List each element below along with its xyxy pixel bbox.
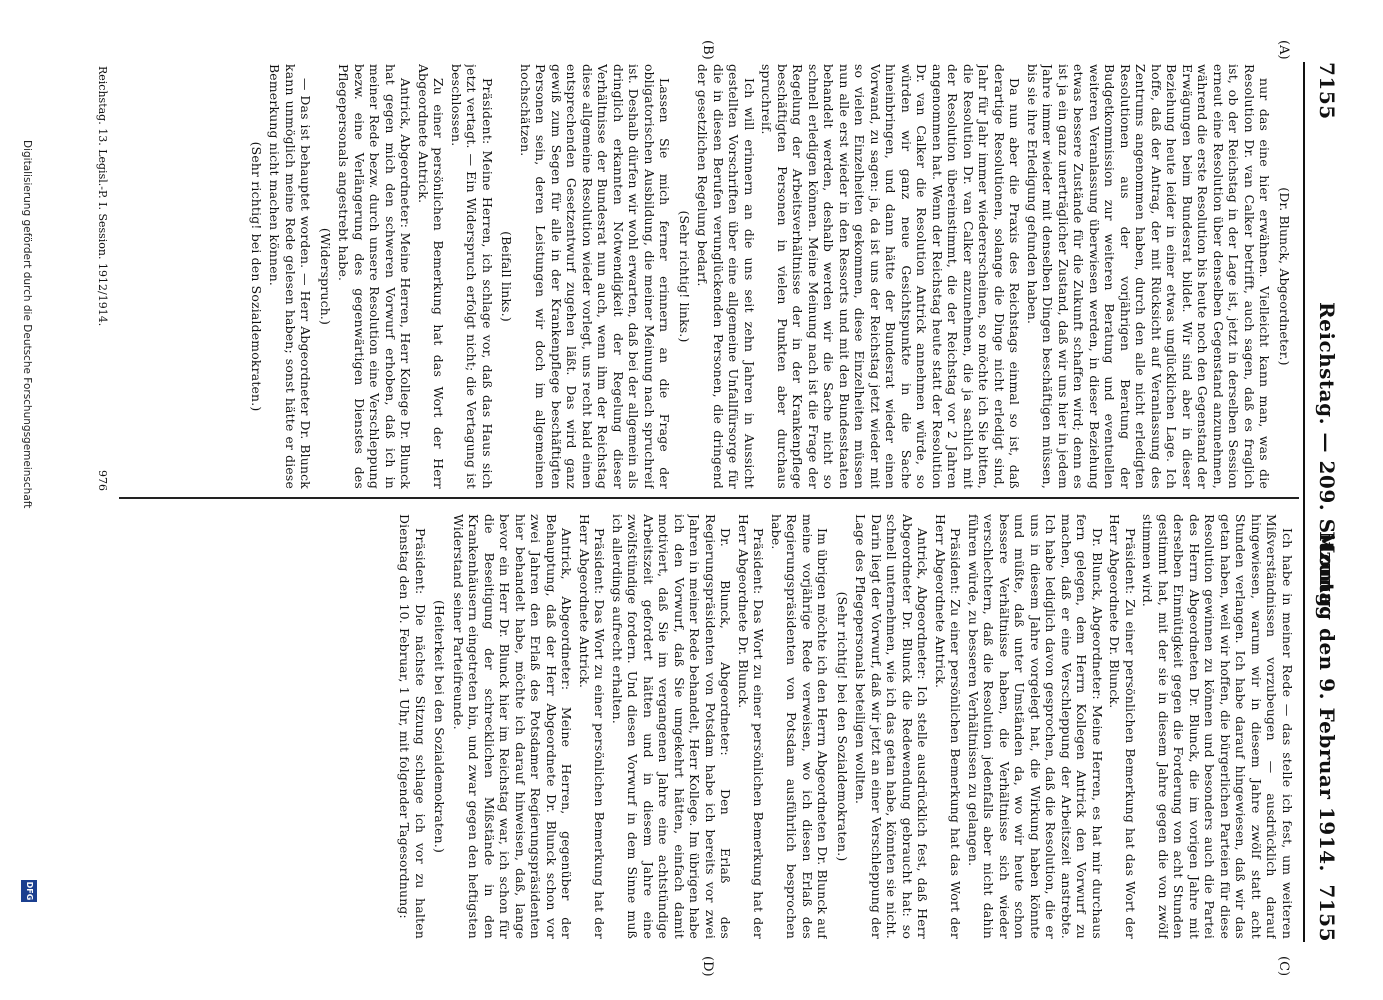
paragraph: Präsident: Das Wort zu einer persönlichen Bemerkung hat der Herr Abgeordnete Antrick. [577,514,608,939]
paragraph: (Sehr richtig! bei den Sozialdemokraten.) [835,591,850,862]
margin-marker-d: (D) [700,956,715,977]
header-title: Reichstag. — 209. Sitzung. [1315,302,1339,616]
paragraph: Zu einer persönlichen Bemerkung hat das Wort der Herr Abgeordnete Antrick. [416,64,447,489]
footer-session-info: Reichstag. 13. Legisl.-P. I. Session. 1912/1914. [96,66,109,327]
header-rule [1303,62,1305,942]
paragraph: (Sehr richtig! bei den Sozialdemokraten.) [249,141,264,412]
paragraph: — Das ist behauptet worden. — Herr Abgeordneter Dr. Blunck kann unmöglich meine Rede gelesen haben; sonst hätte er diese Bemerkung nicht machen können. [267,64,314,489]
footer-page-number: 976 [96,470,109,491]
paragraph: Ich will erinnern an die uns seit zehn Jahren in Aussicht gestellten Vorschriften über eine allgemeine Unfallfürsorge für die in diesen Berufen verunglückenden Personen, die dringend der gesetzlichen Regelung bedarf. [695,64,757,489]
paragraph: (Dr. Blunck, Abgeordneter.) [1277,187,1292,366]
paragraph: Ich habe in meiner Rede — das stelle ich fest, um weiteren Mißverständnissen vorzubeugen — ausdrücklich darauf hingewiesen, warum wir in diesem Jahre zwölf statt acht Stunden verlangen. Ich habe darauf hingewiesen, daß wir das getan haben, weil wir hoffen, die bürgerlichen Parteien für diese Resolution gewinnen zu können und besonders auch die Partei des Herrn Abgeordneten Dr. Blunck, die im vorigen Jahre mit derselben Einmütigkeit gegen die Forderung von acht Stunden gestimmt hat, mit der sie in diesem Jahre gegen die von zwölf stimmen wird. [1140,514,1295,939]
page-number-left: 7155 [1315,62,1339,120]
paragraph: Im übrigen möchte ich den Herrn Abgeordneten Dr. Blunck auf meine vorjährige Rede verweisen, wo ich diesen Erlaß des Regierungspräsidenten von Potsdam ausführlich besprochen habe. [769,514,831,939]
header-date: Montag den 9. Februar 1914. [1315,531,1339,872]
page-header [1307,62,1343,942]
margin-marker-a: (A) [1276,40,1291,60]
paragraph: Präsident: Meine Herren, ich schlage vor, daß das Haus sich jetzt vertagt. — Ein Widerspruch erfolgt nicht; die Vertagung ist beschlossen. [449,64,495,489]
paragraph: Dr. Blunck, Abgeordneter: Den Erlaß des Regierungspräsidenten von Potsdam habe ich bereits vor zwei Jahren in meiner Rede behandelt, Herr Kollege. Im übrigen habe ich den Vorwurf, daß Sie umgekehrt hätten, einfach damit motiviert, daß Sie im vergangenen Jahre eine achtstündige Arbeitszeit gefordert hätten und in diesem Jahre eine zwölfstündige fordern. Und diesen Vorwurf in dem Sinne muß ich allerdings aufrecht erhalten. [610,514,734,939]
paragraph: Antrick, Abgeordneter: Ich stelle ausdrücklich fest, daß Herr Abgeordneter Dr. Blunck die Redewendung gebraucht hat: so schnell unternehmen, wie ich das getan habe, könnten sie nicht. Darin liegt der Vorwurf, daß wir jetzt an einer Verschleppung der Lage des Pflegepersonals beteiligen wollten. [853,514,931,939]
paragraph: (Heiterkeit bei den Sozialdemokraten.) [432,600,448,853]
column-divider [119,497,1299,499]
paragraph: Lassen Sie mich ferner erinnern an die Frage der obligatorischen Ausbildung, die meiner Meinung nach spruchreif ist. Deshalb dürfen wir wohl erwarten, daß bei der allgemein als dringlich erkannten Notwendigkeit der Regelung dieser Verhältnisse der Bundesrat nun auch, wenn ihm der Reichstag diese allgemeine Resolution wieder vorlegt, uns recht bald einen entsprechenden Gesetzentwurf zugehen läßt. Das wird ganz gewiß zum Segen für alle in der Krankenpflege beschäftigten Personen sein, deren Leistungen wir doch im allgemeinen hochschätzen. [518,64,673,489]
dfg-logo: DFG [21,880,37,902]
margin-marker-b: (B) [700,40,715,60]
margin-marker-c: (C) [1276,956,1291,977]
right-text-column [135,514,1295,939]
page-number-right: 7155 [1315,884,1339,942]
paragraph: nur das eine hier erwähnen. Vielleicht kann man, was die Resolution Dr. van Calker betrifft, auch sagen, daß es fraglich ist, ob der Reichstag in der Lage ist, jetzt in derselben Session erneut eine Resolution über denselben Gegenstand anzunehmen, während die erste Resolution bis heute noch den Gegenstand der Erwägungen beim Bundesrat bildet. Wir sind aber in dieser Beziehung heute leider in einer etwas unglücklichen Lage. Ich hoffe, daß der Antrag, der mit Rücksicht auf Veranlassung des Zentrums angenommen haben, durch den alle nicht erledigten Resolutionen aus der vorjährigen Beratung der Budgetkommission zur weiteren Beratung und eventuellen weiteren Veranlassung überwiesen werden, in dieser Beziehung etwas bessere Zustände für die Zukunft schaffen wird; denn es ist ja ein ganz unerträglicher Zustand, daß wir uns hier in jedem Jahre immer wieder mit denselben Dingen beschäftigen müssen, bis sie ihre Erledigung gefunden haben. [1025,64,1273,489]
paragraph: Da nun aber die Praxis des Reichstags einmal so ist, daß derartige Resolutionen, solange die Dinge nicht erledigt sind, Jahr für Jahr immer wiedererscheinen, so möchte ich Sie bitten, die Resolution Dr. van Calker anzunehmen, die ja sachlich mit der Resolution übereinstimmt, die der Reichstag vor 2 Jahren angenommen hat. Wenn der Reichstag heute statt der Resolution Dr. van Calker die Resolution Antrick annehmen würde, so würden wir ganz neue Gesichtspunkte in die Sache hineinbringen, und dann hätte der Bundesrat wieder einen Vorwand, zu sagen: ja, da ist uns der Reichstag jetzt wieder mit so vielen Einzelheiten gekommen, diese Einzelheiten müssen nun alle erst wieder in den Ressorts und mit den Bundesstaaten behandelt werden, deshalb werden wir die Sache nicht so schnell erledigen können. Meine Meinung nach ist die Frage der Regelung der Arbeitsverhältnisse der in der Krankenpflege beschäftigten Personen in vielen Punkten aber durchaus spruchreif. [759,64,1023,489]
paragraph: Antrick, Abgeordneter: Meine Herren, gegenüber der Behauptung, daß der Herr Abgeordnete Dr. Blunck schon vor zwei Jahren den Erlaß des Potsdamer Regierungspräsidenten hier behandelt habe, möchte ich darauf hinweisen, daß, lange bevor ein Herr Dr. Blunck hier im Reichstag war, ich schon für die Beseitigung der schrecklichen Mißstände in den Krankenhäusern eingetreten bin, und zwar gegen den heftigsten Widerstand seiner Parteifreunde. [451,514,575,939]
paragraph: Präsident: Die nächste Sitzung schlage ich vor zu halten Dienstag den 10. Februar, 1 Uhr, mit folgender Tagesordnung: [397,514,428,939]
paragraph: (Beifall links.) [499,231,515,322]
paragraph: Präsident: Zu einer persönlichen Bemerkung hat das Wort der Herr Abgeordnete Antrick. [933,514,964,939]
paragraph: (Widerspruch.) [318,227,333,326]
paragraph: Präsident: Das Wort zu einer persönlichen Bemerkung hat der Herr Abgeordnete Dr. Blunck. [736,514,767,939]
left-text-column [135,64,1295,489]
paragraph: Dr. Blunck, Abgeordneter: Meine Herren, es hat mir durchaus fern gelegen, dem Herrn Kollegen Antrick den Vorwurf zu machen, daß er eine Verschleppung der Arbeitszeit anstrebte. Ich habe lediglich davon gesprochen, daß die Resolution, die er uns in diesem Jahre vorgelegt hat, die Wirkung haben könnte und müßte, daß unter Umständen da, wo wir heute schon bessere Verhältnisse haben, die Verhältnisse sich wieder verschlechtern, daß die Resolution jedenfalls aber nicht dahin führen würde, zu besseren Verhältnissen zu gelangen. [966,514,1105,939]
paragraph: Antrick, Abgeordneter: Meine Herren, Herr Kollege Dr. Blunck hat gegen mich den schweren Vorwurf erhoben, daß ich in meiner Rede bezw. durch unsere Resolution eine Verschleppung bezw. eine Verlängerung des gegenwärtigen Dienstes des Pflegepersonals angestrebt habe. [336,64,414,489]
paragraph: Präsident: Zu einer persönlichen Bemerkung hat das Wort der Herr Abgeordnete Dr. Blunck. [1107,514,1138,939]
digitization-note: Digitalisierung gefördert durch die Deutsche Forschungsgemeinschaft [21,140,33,509]
paragraph: (Sehr richtig! links.) [677,210,692,343]
